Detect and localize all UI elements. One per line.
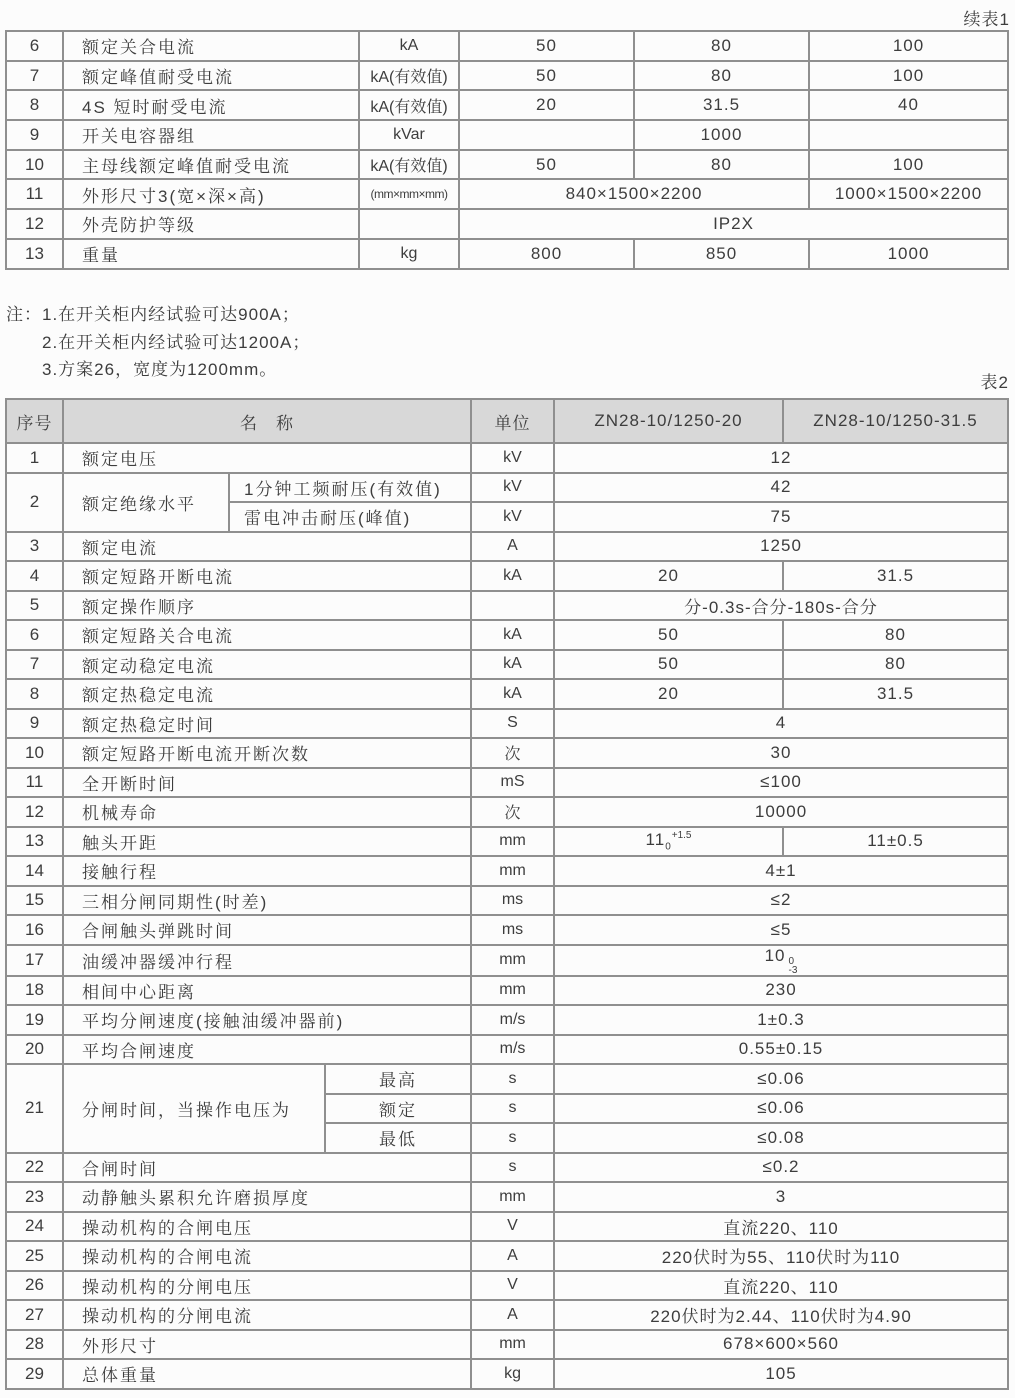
tolerance-line: -3	[788, 964, 798, 976]
table-row	[6, 1005, 1008, 1035]
value-cell: 1000	[634, 120, 809, 150]
unit-cell: kA(有效值)	[359, 150, 459, 180]
sub-param-cell: 雷电冲击耐压(峰值)	[229, 502, 471, 532]
value-cell: 220伏时为2.44、110伏时为4.90	[554, 1300, 1008, 1330]
unit-cell: kA(有效值)	[359, 90, 459, 120]
row-number-cell: 11	[6, 179, 63, 209]
row-number-cell: 24	[6, 1212, 63, 1242]
unit-cell: kA	[359, 31, 459, 61]
param-name-cell: 开关电容器组	[63, 120, 359, 150]
table2-body	[6, 443, 1008, 1389]
param-name-cell: 额定电流	[63, 532, 471, 562]
param-name-cell: 操动机构的分闸电压	[63, 1271, 471, 1301]
value-cell: 50	[459, 31, 634, 61]
row-number-cell: 20	[6, 1035, 63, 1065]
table-row	[6, 179, 1008, 209]
value-subscript: 0	[665, 841, 671, 853]
param-name-cell: 额定短路开断电流开断次数	[63, 738, 471, 768]
unit-cell: kV	[471, 443, 554, 473]
value-cell: ≤0.08	[554, 1123, 1008, 1153]
param-name-cell: 额定操作顺序	[63, 591, 471, 621]
value-cell: 10000	[554, 797, 1008, 827]
unit-cell: kV	[471, 473, 554, 503]
param-name-cell: 额定热稳定电流	[63, 679, 471, 709]
unit-cell: kV	[471, 502, 554, 532]
table1-wrapper	[5, 30, 1009, 270]
value-cell: 40	[809, 90, 1008, 120]
row-number-cell: 16	[6, 915, 63, 945]
param-name-cell: 操动机构的合闸电流	[63, 1241, 471, 1271]
row-number-cell: 9	[6, 120, 63, 150]
table2-label: 表2	[980, 373, 1009, 392]
header-model-2: ZN28-10/1250-31.5	[783, 399, 1008, 443]
table-row	[6, 886, 1008, 916]
value-cell: ≤0.06	[554, 1094, 1008, 1124]
param-name-cell: 4S 短时耐受电流	[63, 90, 359, 120]
unit-cell	[359, 209, 459, 239]
row-number-cell: 18	[6, 976, 63, 1006]
value-cell: 1250	[554, 532, 1008, 562]
param-name-cell: 重量	[63, 239, 359, 269]
unit-cell: kg	[359, 239, 459, 269]
unit-cell: mS	[471, 768, 554, 798]
param-name-cell: 额定短路关合电流	[63, 620, 471, 650]
table-header-row	[6, 399, 1008, 443]
table-row	[6, 1153, 1008, 1183]
unit-cell: mm	[471, 976, 554, 1006]
unit-cell: S	[471, 709, 554, 739]
value-cell: 50	[459, 61, 634, 91]
value-cell: 4	[554, 709, 1008, 739]
table-row	[6, 650, 1008, 680]
unit-cell: s	[471, 1153, 554, 1183]
table-row	[6, 61, 1008, 91]
value-cell: 100	[809, 150, 1008, 180]
row-number-cell: 3	[6, 532, 63, 562]
value-cell: 分-0.3s-合分-180s-合分	[554, 591, 1008, 621]
table-row	[6, 1330, 1008, 1360]
table-row	[6, 679, 1008, 709]
value-cell: 50	[554, 650, 783, 680]
row-number-cell: 23	[6, 1182, 63, 1212]
unit-cell: kA	[471, 561, 554, 591]
note-line-2	[6, 329, 310, 357]
row-number-cell: 8	[6, 679, 63, 709]
value-cell	[554, 945, 1008, 976]
value-base: 11	[645, 830, 666, 850]
table-row	[6, 1212, 1008, 1242]
param-name-cell: 额定关合电流	[63, 31, 359, 61]
row-number-cell: 14	[6, 856, 63, 886]
table2-head	[6, 399, 1008, 443]
table-row	[6, 768, 1008, 798]
header-name: 名 称	[63, 399, 471, 443]
table2-wrapper	[5, 398, 1009, 1390]
row-number-cell: 9	[6, 709, 63, 739]
table-row	[6, 1271, 1008, 1301]
value-cell: 20	[554, 561, 783, 591]
row-number-cell: 12	[6, 209, 63, 239]
row-number-cell: 10	[6, 738, 63, 768]
header-model-1: ZN28-10/1250-20	[554, 399, 783, 443]
param-name-cell: 机械寿命	[63, 797, 471, 827]
param-name-cell: 触头开距	[63, 827, 471, 857]
sub-param-cell: 额定	[325, 1094, 471, 1124]
sub-param-cell: 最低	[325, 1123, 471, 1153]
tolerance-line: 0	[788, 955, 795, 967]
param-name-cell: 全开断时间	[63, 768, 471, 798]
param-name-cell: 额定短路开断电流	[63, 561, 471, 591]
unit-cell: mm	[471, 827, 554, 857]
table-row	[6, 797, 1008, 827]
value-cell: 850	[634, 239, 809, 269]
table-row	[6, 1300, 1008, 1330]
param-name-cell: 额定动稳定电流	[63, 650, 471, 680]
unit-cell: kA	[471, 679, 554, 709]
table-row	[6, 976, 1008, 1006]
table-row	[6, 209, 1008, 239]
unit-cell: 次	[471, 797, 554, 827]
value-cell: 840×1500×2200	[459, 179, 809, 209]
value-cell: 3	[554, 1182, 1008, 1212]
table-row	[6, 120, 1008, 150]
table-row	[6, 620, 1008, 650]
value-cell: 20	[459, 90, 634, 120]
value-cell: 100	[809, 31, 1008, 61]
continued-table-1	[5, 30, 1009, 270]
value-cell: 42	[554, 473, 1008, 503]
notes-block	[6, 301, 310, 384]
param-name-cell: 外形尺寸3(宽×深×高)	[63, 179, 359, 209]
value-cell: ≤2	[554, 886, 1008, 916]
row-number-cell: 29	[6, 1359, 63, 1389]
row-number-cell: 6	[6, 31, 63, 61]
param-name-cell: 外形尺寸	[63, 1330, 471, 1360]
value-cell: 31.5	[783, 679, 1008, 709]
row-number-cell: 17	[6, 945, 63, 976]
row-number-cell: 8	[6, 90, 63, 120]
value-cell: 80	[783, 650, 1008, 680]
row-number-cell: 13	[6, 239, 63, 269]
value-cell: 1000	[809, 239, 1008, 269]
table-row	[6, 150, 1008, 180]
table-row	[6, 945, 1008, 976]
value-cell: 80	[783, 620, 1008, 650]
note-line-1	[6, 301, 310, 329]
table-row	[6, 915, 1008, 945]
value-cell: 11±0.5	[783, 827, 1008, 857]
table-row	[6, 31, 1008, 61]
param-name-cell: 平均合闸速度	[63, 1035, 471, 1065]
table1-body	[6, 31, 1008, 269]
unit-cell: 次	[471, 738, 554, 768]
row-number-cell: 26	[6, 1271, 63, 1301]
param-name-cell: 主母线额定峰值耐受电流	[63, 150, 359, 180]
row-number-cell: 2	[6, 473, 63, 532]
sub-param-cell: 最高	[325, 1064, 471, 1094]
param-name-cell: 合闸触头弹跳时间	[63, 915, 471, 945]
tolerance-stack	[789, 957, 798, 975]
table-row	[6, 90, 1008, 120]
row-number-cell: 22	[6, 1153, 63, 1183]
unit-cell: mm	[471, 945, 554, 976]
param-name-cell: 额定热稳定时间	[63, 709, 471, 739]
table-row	[6, 827, 1008, 857]
param-name-cell: 平均分闸速度(接触油缓冲器前)	[63, 1005, 471, 1035]
value-cell: 0.55±0.15	[554, 1035, 1008, 1065]
param-name-cell: 动静触头累积允许磨损厚度	[63, 1182, 471, 1212]
value-cell: 30	[554, 738, 1008, 768]
unit-cell: kA(有效值)	[359, 61, 459, 91]
value-cell	[459, 120, 634, 150]
param-name-cell: 额定峰值耐受电流	[63, 61, 359, 91]
row-number-cell: 7	[6, 61, 63, 91]
value-cell: 1±0.3	[554, 1005, 1008, 1035]
value-cell: 4±1	[554, 856, 1008, 886]
table-row	[6, 856, 1008, 886]
param-name-cell: 三相分闸同期性(时差)	[63, 886, 471, 916]
param-name-cell: 油缓冲器缓冲行程	[63, 945, 471, 976]
table-row	[6, 443, 1008, 473]
value-cell: 80	[634, 31, 809, 61]
value-cell: 直流220、110	[554, 1212, 1008, 1242]
unit-cell: mm	[471, 1182, 554, 1212]
row-number-cell: 13	[6, 827, 63, 857]
unit-cell: ms	[471, 886, 554, 916]
value-cell	[809, 120, 1008, 150]
table-row	[6, 591, 1008, 621]
note-line-3	[6, 356, 310, 384]
value-cell: 75	[554, 502, 1008, 532]
param-name-cell: 分闸时间，当操作电压为	[63, 1064, 325, 1153]
param-name-cell: 总体重量	[63, 1359, 471, 1389]
param-name-cell: 相间中心距离	[63, 976, 471, 1006]
value-cell: 230	[554, 976, 1008, 1006]
unit-cell: mm	[471, 856, 554, 886]
value-cell: 800	[459, 239, 634, 269]
notes-prefix: 注：	[6, 305, 42, 324]
unit-cell: s	[471, 1123, 554, 1153]
table-row	[6, 1241, 1008, 1271]
value-cell: 1000×1500×2200	[809, 179, 1008, 209]
value-cell: ≤100	[554, 768, 1008, 798]
unit-cell: kVar	[359, 120, 459, 150]
param-name-cell: 操动机构的合闸电压	[63, 1212, 471, 1242]
row-number-cell: 12	[6, 797, 63, 827]
table-row	[6, 239, 1008, 269]
unit-cell	[471, 591, 554, 621]
row-number-cell: 11	[6, 768, 63, 798]
unit-cell: m/s	[471, 1005, 554, 1035]
table-row	[6, 473, 1008, 503]
value-superscript: +1.5	[671, 830, 692, 842]
row-number-cell: 7	[6, 650, 63, 680]
unit-cell: A	[471, 1241, 554, 1271]
unit-cell: ms	[471, 915, 554, 945]
table-row	[6, 738, 1008, 768]
row-number-cell: 19	[6, 1005, 63, 1035]
unit-cell: kA	[471, 650, 554, 680]
param-name-cell: 额定电压	[63, 443, 471, 473]
value-cell: 678×600×560	[554, 1330, 1008, 1360]
row-number-cell: 21	[6, 1064, 63, 1153]
continued-table-label: 续表1	[963, 10, 1010, 29]
row-number-cell: 6	[6, 620, 63, 650]
value-cell: 31.5	[783, 561, 1008, 591]
value-cell: IP2X	[459, 209, 1008, 239]
table-row	[6, 561, 1008, 591]
value-base: 10	[764, 945, 786, 965]
unit-cell: s	[471, 1094, 554, 1124]
table-row	[6, 1035, 1008, 1065]
row-number-cell: 5	[6, 591, 63, 621]
unit-cell: V	[471, 1271, 554, 1301]
value-cell: ≤0.06	[554, 1064, 1008, 1094]
value-cell: 50	[554, 620, 783, 650]
value-cell: 220伏时为55、110伏时为110	[554, 1241, 1008, 1271]
table-row	[6, 1182, 1008, 1212]
value-cell: 50	[459, 150, 634, 180]
row-number-cell: 15	[6, 886, 63, 916]
param-name-cell: 操动机构的分闸电流	[63, 1300, 471, 1330]
value-cell: 100	[809, 61, 1008, 91]
unit-cell: mm	[471, 1330, 554, 1360]
note-text: 1.在开关柜内经试验可达900A；	[42, 305, 300, 324]
unit-cell: (mm×mm×mm)	[359, 179, 459, 209]
unit-cell: A	[471, 532, 554, 562]
unit-cell: m/s	[471, 1035, 554, 1065]
table-row	[6, 709, 1008, 739]
unit-cell: V	[471, 1212, 554, 1242]
row-number-cell: 10	[6, 150, 63, 180]
value-cell: 20	[554, 679, 783, 709]
row-number-cell: 27	[6, 1300, 63, 1330]
row-number-cell: 1	[6, 443, 63, 473]
table-row	[6, 1064, 1008, 1094]
param-name-cell: 接触行程	[63, 856, 471, 886]
header-unit: 单位	[471, 399, 554, 443]
note-text: 3.方案26，宽度为1200mm。	[42, 360, 278, 379]
unit-cell: kg	[471, 1359, 554, 1389]
table-2	[5, 398, 1009, 1390]
param-name-cell: 外壳防护等级	[63, 209, 359, 239]
table-row	[6, 532, 1008, 562]
value-cell: 80	[634, 150, 809, 180]
row-number-cell: 25	[6, 1241, 63, 1271]
value-cell: ≤0.2	[554, 1153, 1008, 1183]
value-cell: 直流220、110	[554, 1271, 1008, 1301]
unit-cell: A	[471, 1300, 554, 1330]
value-cell: 105	[554, 1359, 1008, 1389]
unit-cell: kA	[471, 620, 554, 650]
note-text: 2.在开关柜内经试验可达1200A；	[42, 332, 311, 352]
unit-cell: s	[471, 1064, 554, 1094]
value-cell: 80	[634, 61, 809, 91]
value-cell: 12	[554, 443, 1008, 473]
value-cell: ≤5	[554, 915, 1008, 945]
param-name-cell: 额定绝缘水平	[63, 473, 229, 532]
row-number-cell: 28	[6, 1330, 63, 1360]
header-row-number: 序号	[6, 399, 63, 443]
value-cell	[554, 827, 783, 857]
param-name-cell: 合闸时间	[63, 1153, 471, 1183]
row-number-cell: 4	[6, 561, 63, 591]
sub-param-cell: 1分钟工频耐压(有效值)	[229, 473, 471, 503]
value-cell: 31.5	[634, 90, 809, 120]
table-row	[6, 1359, 1008, 1389]
